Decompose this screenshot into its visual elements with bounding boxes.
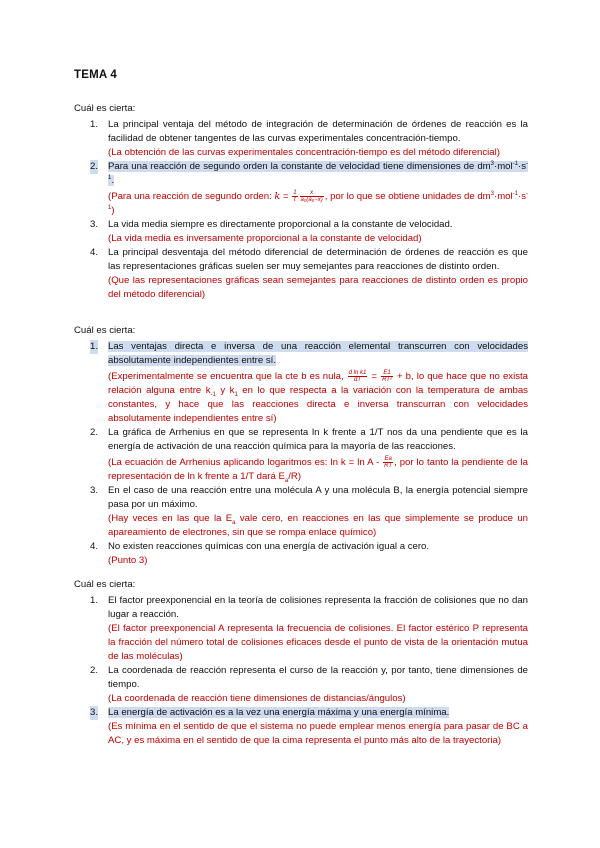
option-statement: La energía de activación es a la vez una energía máxima y una energía mínima. bbox=[108, 707, 450, 718]
option-item bbox=[74, 118, 528, 160]
option-statement: La coordenada de reacción representa el curso de la reacción y, por tanto, tiene dimensiones de tiempo. bbox=[108, 665, 528, 690]
option-number: 3. bbox=[90, 707, 99, 718]
option-item bbox=[74, 540, 528, 568]
fraction: $\frac{x}{\text{a₀(a₀−x)}}$ bbox=[300, 190, 323, 203]
option-statement: La principal desventaja del método diferencial de determinación de órdenes de reacción es que las representaciones gráficas suelen ser muy semejantes para reacciones de distinto orden. bbox=[108, 247, 528, 273]
option-number: 4. bbox=[90, 247, 99, 259]
option-number: 2. bbox=[90, 665, 99, 676]
option-number: 2. bbox=[90, 161, 99, 172]
option-explanation: (La obtención de las curvas experimentales concentración-tiempo es del método diferencial) bbox=[108, 147, 500, 158]
fraction: $\frac{Ea}{RT}$ bbox=[384, 456, 393, 470]
option-item bbox=[74, 594, 528, 664]
option-item-correct bbox=[74, 160, 528, 218]
option-statement: En el caso de una reacción entre una molécula A y una molécula B, la energía potencial siempre pasa por un máximo. bbox=[108, 485, 528, 511]
option-statement: La gráfica de Arrhenius en que se representa ln k frente a 1/T nos da una pendiente que es la energía de activación de una reacción química para la mayoría de las reacciones. bbox=[108, 427, 528, 453]
option-statement: La vida media siempre es directamente proporcional a la constante de velocidad. bbox=[108, 219, 453, 231]
option-number: 3. bbox=[90, 219, 99, 231]
fraction: $\frac{\text{d ln k1}}{dT}$ bbox=[348, 370, 367, 383]
option-item-correct bbox=[74, 340, 528, 426]
page-title: TEMA 4 bbox=[74, 69, 117, 81]
option-explanation: (Punto 3) bbox=[108, 555, 148, 567]
option-number: 3. bbox=[90, 485, 99, 497]
option-explanation: (El factor preexponencial A representa la frecuencia de colisiones. El factor estérico P representa la fracción del número total de colisiones eficaces desde el punto de vista de la orientación mutua de las moléculas) bbox=[108, 623, 528, 662]
option-item bbox=[74, 484, 528, 540]
option-number: 1. bbox=[90, 119, 99, 130]
option-explanation: (Para una reacción de segundo orden: k = $\frac{1}{t}$ $\frac{x}{\text{a₀(a₀−x)}}$ , por lo que se obtiene unidades de $dm^3\cdot mol^{-1}\cdot s^{-1}$) bbox=[108, 190, 528, 217]
option-statement: El factor preexponencial en la teoría de colisiones representa la fracción de colisiones que no dan lugar a reacción. bbox=[108, 595, 528, 620]
option-explanation: (La ecuación de Arrhenius aplicando logaritmos es: ln k = ln A - $\frac{Ea}{RT}$ , por lo tanto la pendiente de la representación de ln k frente a 1/T dará $E_a/R$) bbox=[108, 456, 528, 484]
option-explanation: (La coordenada de reacción tiene dimensiones de distancias/ángulos) bbox=[108, 693, 406, 704]
option-number: 1. bbox=[90, 341, 99, 352]
option-explanation: (Experimentalmente se encuentra que la cte b es nula, $\frac{\text{d ln k1}}{dT}$ = $\frac{E1}{\text{RT²}}$ + b, lo que hace que no exista relación alguna entre $k_{-1}$ y $k_1$ en lo que respecta a la variación con la temperatura de ambas constantes, y hace que las reacciones directa e inversa transcurran con velocidades absolutamente independientes entre sí) bbox=[108, 370, 529, 425]
options-list bbox=[74, 340, 528, 568]
option-item-correct bbox=[74, 706, 528, 748]
option-explanation: (La vida media es inversamente proporcional a la constante de velocidad) bbox=[108, 233, 422, 245]
option-explanation: (Es mínima en el sentido de que el sistema no puede emplear menos energía para pasar de BC a AC, y es máxima en el sentido de que la cima representa el punto más alto de la trayectoria) bbox=[108, 721, 528, 746]
fraction: $\frac{1}{t}$ bbox=[293, 190, 297, 203]
question-section-2 bbox=[74, 324, 528, 568]
option-item bbox=[74, 664, 528, 706]
question-section-1 bbox=[74, 102, 528, 302]
option-item bbox=[74, 218, 528, 246]
question-prompt: Cuál es cierta: bbox=[74, 325, 136, 336]
option-item bbox=[74, 426, 528, 484]
option-number: 4. bbox=[90, 541, 99, 553]
fraction: $\frac{E1}{\text{RT²}}$ bbox=[382, 370, 392, 383]
question-section-3 bbox=[74, 578, 528, 748]
question-prompt: Cuál es cierta: bbox=[74, 103, 136, 114]
option-number: 2. bbox=[90, 427, 99, 439]
option-explanation: (Que las representaciones gráficas sean semejantes para reacciones de distinto orden es propio del método diferencial) bbox=[108, 275, 528, 301]
question-prompt: Cuál es cierta: bbox=[74, 579, 136, 590]
options-list bbox=[74, 118, 528, 302]
options-list bbox=[74, 594, 528, 748]
option-statement: Para una reacción de segundo orden la constante de velocidad tiene dimensiones de $dm^3\cdot mol^{-1}\cdot s^{-1}$. bbox=[108, 160, 528, 186]
option-number: 1. bbox=[90, 595, 99, 606]
option-explanation: (Hay veces en las que la $E_a$ vale cero, en reacciones en las que simplemente se produce un apareamiento de electrones, sin que se rompa enlace químico) bbox=[108, 513, 528, 539]
option-statement: No existen reacciones químicas con una energía de activación igual a cero. bbox=[108, 541, 430, 553]
option-statement: La principal ventaja del método de integración de determinación de órdenes de reacción es la facilidad de obtener tangentes de las curvas experimentales concentración-tiempo. bbox=[108, 119, 528, 144]
option-item bbox=[74, 246, 528, 302]
option-statement: Las ventajas directa e inversa de una reacción elemental transcurren con velocidades absolutamente independientes entre sí. bbox=[108, 341, 528, 366]
